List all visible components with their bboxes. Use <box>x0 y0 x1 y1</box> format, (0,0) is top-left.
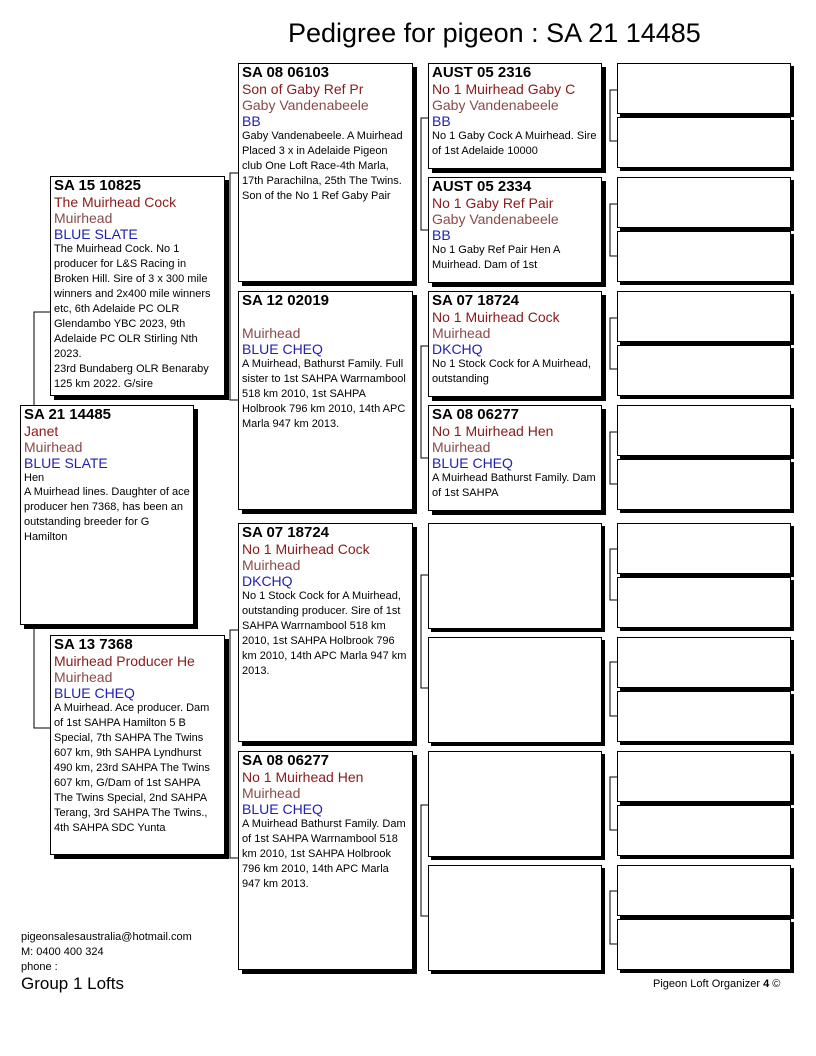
colour: BLUE SLATE <box>54 226 138 242</box>
ring-number: SA 08 06277 <box>432 406 520 423</box>
colour: BLUE CHEQ <box>242 341 323 357</box>
empty-pigeon-card[interactable] <box>617 345 791 396</box>
breeder: Muirhead <box>54 669 113 685</box>
ring-number: SA 12 02019 <box>242 292 330 309</box>
breeder: Muirhead <box>432 439 491 455</box>
ring-number: SA 15 10825 <box>54 177 142 194</box>
notes: A Muirhead lines. Daughter of ace producer hen 7368, has been an outstanding breeder for G Hamilton <box>24 486 190 543</box>
colour: BB <box>242 113 261 129</box>
empty-pigeon-card[interactable] <box>617 291 791 342</box>
breeder: Muirhead <box>24 439 83 455</box>
colour: BB <box>432 227 451 243</box>
sire-sire-card[interactable] <box>238 63 413 282</box>
empty-pigeon-card[interactable] <box>617 865 791 916</box>
colour: BLUE CHEQ <box>432 455 513 471</box>
notes: A Muirhead. Ace producer. Dam of 1st SAHPA Hamilton 5 B Special, 7th SAHPA The Twins 607 km, 9th SAHPA Lyndhurst 490 km, 23rd SAHPA The Twins 607 km, G/Dam of 1st SAHPA The Twins Special, 2nd SAHPA Terang, 3rd SAHPA The Twins., 4th SAHPA SDC Yunta <box>54 702 210 834</box>
breeder: Gaby Vandenabeele <box>432 97 559 113</box>
sire-sire-sire-card[interactable] <box>428 63 602 169</box>
notes: A Muirhead Bathurst Family. Dam of 1st SAHPA Warrnambool 518 km 2010, 1st SAHPA Holbrook 796 km 2010, 14th APC Marla 947 km 2013. <box>242 818 406 890</box>
empty-pigeon-card[interactable] <box>617 691 791 742</box>
empty-pigeon-card[interactable] <box>428 751 602 857</box>
notes: No 1 Gaby Cock A Muirhead. Sire of 1st Adelaide 10000 <box>432 130 597 157</box>
empty-pigeon-card[interactable] <box>617 117 791 168</box>
empty-pigeon-card[interactable] <box>617 919 791 970</box>
breeder: Gaby Vandenabeele <box>432 211 559 227</box>
pigeon-name: No 1 Muirhead Cock <box>432 309 560 325</box>
empty-pigeon-card[interactable] <box>617 405 791 456</box>
loft-name: Group 1 Lofts <box>21 974 125 993</box>
sire-dam-sire-card[interactable] <box>428 291 602 397</box>
pigeon-name: No 1 Gaby Ref Pair <box>432 195 554 211</box>
ring-number: SA 13 7368 <box>54 636 133 653</box>
empty-pigeon-card[interactable] <box>617 805 791 856</box>
empty-pigeon-card[interactable] <box>617 231 791 282</box>
software-name: Pigeon Loft Organizer <box>653 978 761 990</box>
sire-dam-dam-card[interactable] <box>428 405 602 511</box>
dam-card[interactable] <box>50 635 225 855</box>
empty-pigeon-card[interactable] <box>617 177 791 228</box>
dam-sire-card[interactable] <box>238 523 413 742</box>
ring-number: SA 21 14485 <box>24 406 112 423</box>
sire-sire-dam-card[interactable] <box>428 177 602 283</box>
ring-number: SA 07 18724 <box>242 524 330 541</box>
breeder: Muirhead <box>242 557 301 573</box>
sire-card[interactable] <box>50 176 225 396</box>
notes: No 1 Gaby Ref Pair Hen A Muirhead. Dam of 1st <box>432 244 560 271</box>
ring-number: AUST 05 2316 <box>432 64 532 81</box>
contact-info <box>21 930 192 975</box>
pigeon-name: No 1 Muirhead Gaby C <box>432 81 576 97</box>
notes: No 1 Stock Cock for A Muirhead, outstanding producer. Sire of 1st SAHPA Warrnambool 518 km 2010, 1st SAHPA Holbrook 796 km 2010, 14th APC Marla 947 km 2013. <box>242 590 407 677</box>
pigeon-name: No 1 Muirhead Hen <box>432 423 554 439</box>
empty-pigeon-card[interactable] <box>617 577 791 628</box>
pigeon-name: No 1 Muirhead Cock <box>242 541 370 557</box>
breeder: Muirhead <box>242 325 301 341</box>
pigeon-name: The Muirhead Cock <box>54 194 177 210</box>
colour: BLUE CHEQ <box>54 685 135 701</box>
colour: DKCHQ <box>242 573 293 589</box>
empty-pigeon-card[interactable] <box>617 523 791 574</box>
pigeon-name: Muirhead Producer He <box>54 653 195 669</box>
empty-pigeon-card[interactable] <box>617 637 791 688</box>
colour: BLUE CHEQ <box>242 801 323 817</box>
breeder: Muirhead <box>432 325 491 341</box>
ring-number: SA 07 18724 <box>432 292 520 309</box>
software-version: 4 <box>763 978 770 990</box>
breeder: Gaby Vandenabeele <box>242 97 369 113</box>
empty-pigeon-card[interactable] <box>617 63 791 114</box>
notes: A Muirhead Bathurst Family. Dam of 1st SAHPA <box>432 472 596 499</box>
ring-number: SA 08 06277 <box>242 752 330 769</box>
empty-pigeon-card[interactable] <box>428 865 602 971</box>
notes: A Muirhead, Bathurst Family. Full sister to 1st SAHPA Warrnambool 518 km 2010, 1st SAHPA Holbrook 796 km 2010, 14th APC Marla 947 km 2013. <box>242 358 406 430</box>
subject-pigeon-card[interactable] <box>20 405 194 625</box>
empty-pigeon-card[interactable] <box>617 751 791 802</box>
pigeon-name: Son of Gaby Ref Pr <box>242 81 364 97</box>
colour: DKCHQ <box>432 341 483 357</box>
contact-mobile: M: 0400 400 324 <box>21 946 104 958</box>
pigeon-name: Janet <box>24 423 59 439</box>
ring-number: SA 08 06103 <box>242 64 330 81</box>
notes: No 1 Stock Cock for A Muirhead, outstanding <box>432 358 591 385</box>
colour: BB <box>432 113 451 129</box>
sire-dam-card[interactable] <box>238 291 413 510</box>
sex: Hen <box>24 472 45 484</box>
software-credit <box>653 978 780 990</box>
page-title: Pedigree for pigeon : SA 21 14485 <box>288 18 701 48</box>
empty-pigeon-card[interactable] <box>428 523 602 629</box>
copyright-symbol: © <box>772 978 781 990</box>
empty-pigeon-card[interactable] <box>428 637 602 743</box>
contact-phone: phone : <box>21 961 58 973</box>
breeder: Muirhead <box>242 785 301 801</box>
notes: Gaby Vandenabeele. A Muirhead Placed 3 x in Adelaide Pigeon club One Loft Race-4th Marla, 17th Parachilna, 25th The Twins. Son of the No 1 Ref Gaby Pair <box>242 130 403 202</box>
contact-email[interactable]: pigeonsalesaustralia@hotmail.com <box>21 931 192 943</box>
breeder: Muirhead <box>54 210 113 226</box>
colour: BLUE SLATE <box>24 455 108 471</box>
pigeon-name <box>242 309 409 325</box>
ring-number: AUST 05 2334 <box>432 178 532 195</box>
pigeon-name: No 1 Muirhead Hen <box>242 769 364 785</box>
empty-pigeon-card[interactable] <box>617 459 791 510</box>
dam-dam-card[interactable] <box>238 751 413 970</box>
notes: The Muirhead Cock. No 1 producer for L&S Racing in Broken Hill. Sire of 3 x 300 mile winners and 2x400 mile winners etc, 6th Adelaide PC OLR Glendambo YBC 2023, 9th Adelaide PC OLR Stirling Nth 2023. 23rd Bundaberg OLR Benaraby 125 km 2022. G/sire <box>54 243 211 390</box>
